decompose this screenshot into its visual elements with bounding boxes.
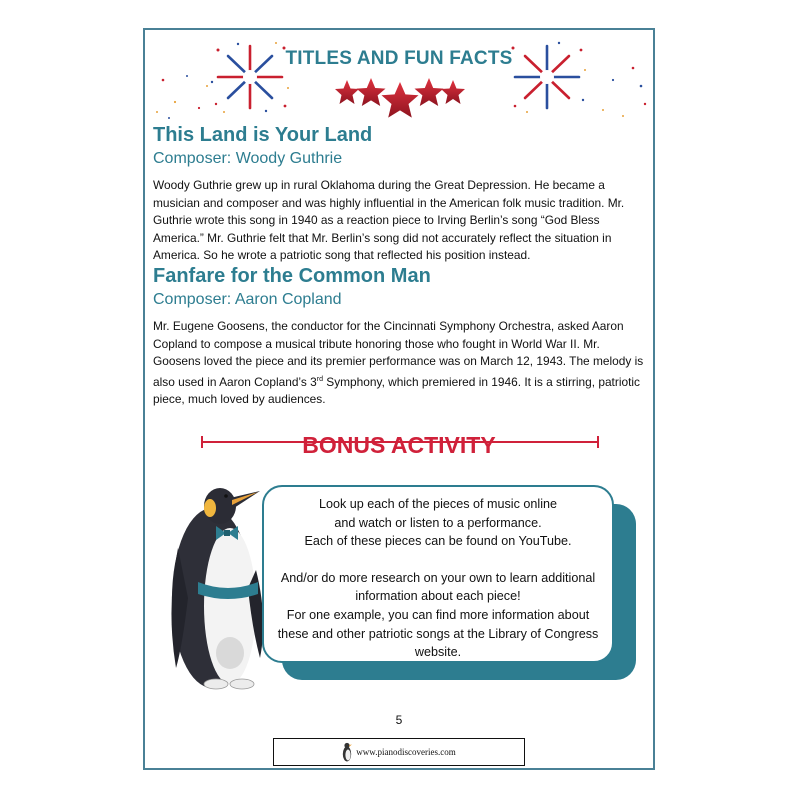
bonus-line: these and other patriotic songs at the Library of Congress (277, 626, 599, 641)
spacer (276, 551, 600, 569)
footer-url[interactable]: www.pianodiscoveries.com (356, 747, 456, 757)
bonus-title: BONUS ACTIVITY (302, 432, 496, 458)
penguin-icon (342, 742, 352, 762)
page-header (145, 30, 653, 125)
bonus-line: For one example, you can find more information about (286, 607, 590, 622)
footer-banner (273, 738, 525, 766)
bonus-line: and watch or listen to a performance. (334, 515, 542, 530)
bonus-line: Each of these pieces can be found on YouTube. (304, 534, 572, 549)
ordinal-suffix: rd (316, 375, 323, 383)
song-description: Woody Guthrie grew up in rural Oklahoma during the Great Depression. He became a musician and composer and was highly influential in the American folk music tradition. Mr. Guthrie wrote this song in 1940 as a reaction piece to Irving Berlin’s song “God Bless America.” Mr. Guthrie felt that Mr. Berlin’s song did not accurately reflect the situation in America. So he wrote a patriotic song that reflected his position instead. (153, 178, 625, 263)
composer-line: Composer: Woody Guthrie (153, 150, 343, 167)
song-title: Fanfare for the Common Man (153, 265, 431, 287)
firework-small-left-icon (153, 72, 213, 122)
bonus-line: Look up each of the pieces of music online (318, 497, 558, 511)
description-text: Symphony, which premiered in 1946. It is a stirring, patriotic piece, much loved by audiences. (153, 374, 640, 407)
page-number: 5 (395, 713, 403, 727)
bonus-line: website. (414, 645, 462, 660)
song-title: This Land is Your Land (153, 124, 373, 146)
stars-icon (335, 74, 465, 122)
description-text: Mr. Eugene Goosens, the conductor for the Cincinnati Symphony Orchestra, asked Aaron Copland to compose a musical tribute honoring those who fought in World War II. Mr. Goosens loved the piece and its premier performance was on March 12, 1943. The melody is also used in Aaron Copland’s 3 (153, 319, 644, 389)
composer-line: Composer: Aaron Copland (153, 291, 342, 308)
bonus-line: information about each piece! (355, 589, 521, 604)
bonus-activity-box (262, 485, 614, 663)
bonus-line: And/or do more research on your own to learn additional (280, 570, 596, 585)
penguin-icon (168, 478, 268, 694)
header-title: TITLES AND FUN FACTS (285, 48, 513, 69)
song-description (153, 318, 649, 409)
